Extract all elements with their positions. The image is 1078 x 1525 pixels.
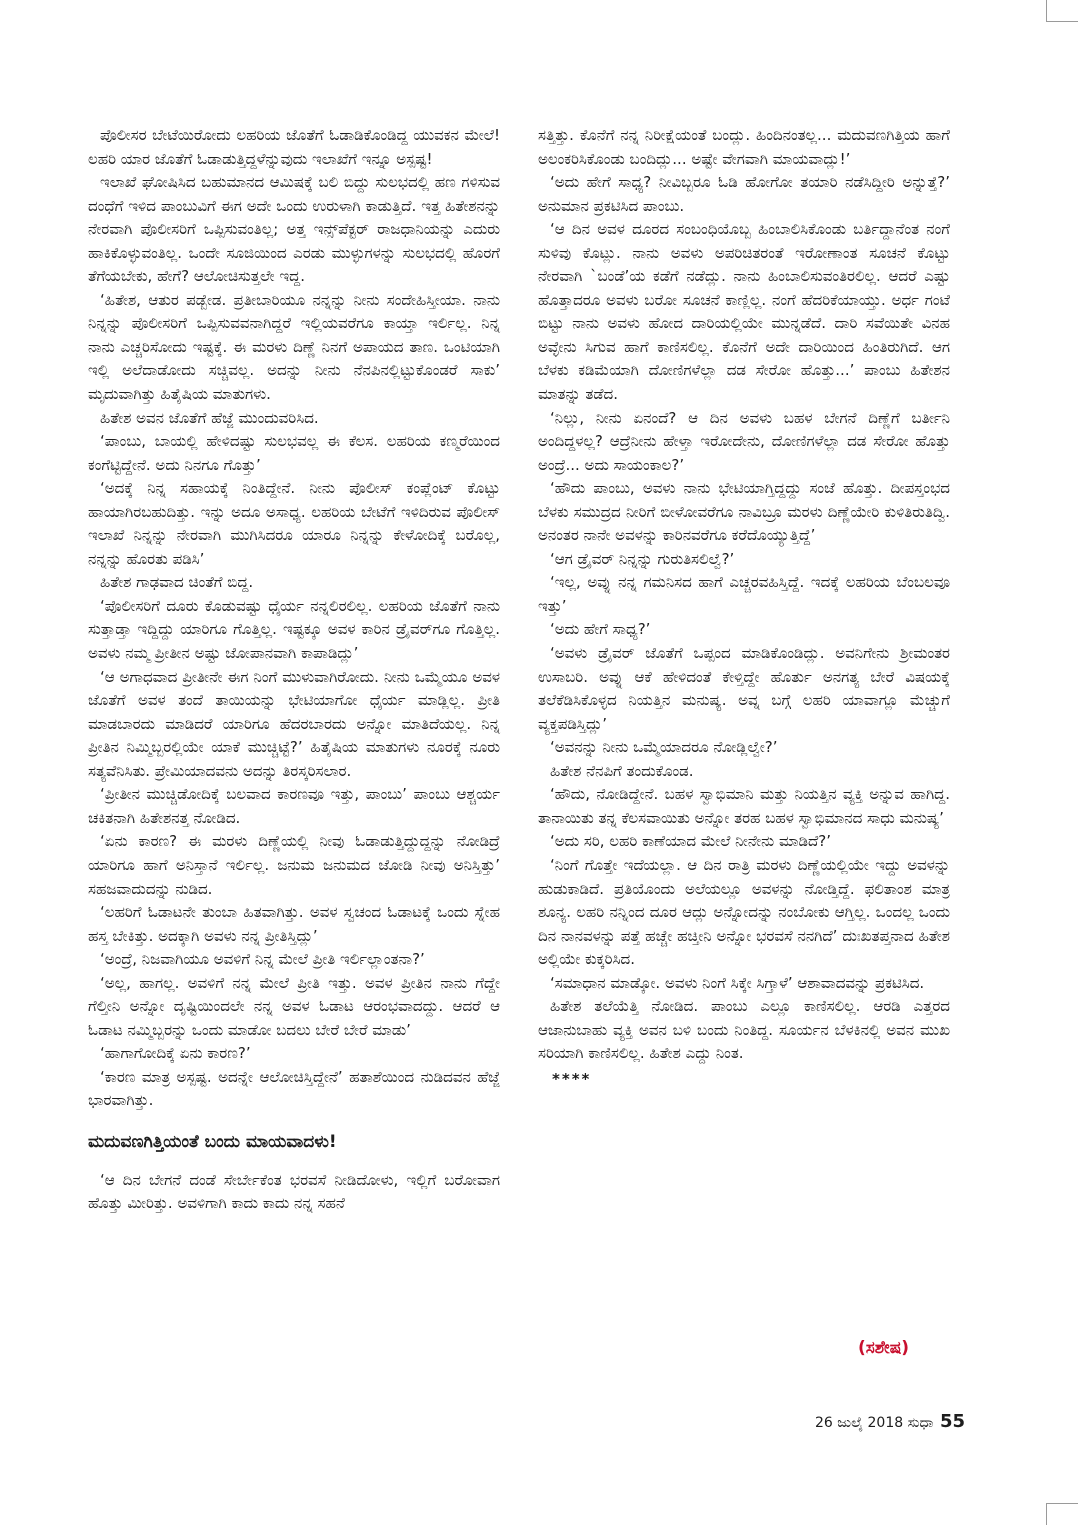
section-subheading: ಮದುವಣಗಿತ್ತಿಯಂತೆ ಬಂದು ಮಾಯವಾದಳು! [88,1131,337,1152]
paragraph: ಹಿತೇಶ ತಲೆಯೆತ್ತಿ ನೋಡಿದ. ಪಾಂಬು ಎಲ್ಲೂ ಕಾಣಿಸಲಿಲ್ಲ. ಆರಡಿ ಎತ್ತರದ ಆಜಾನುಬಾಹು ವ್ಯಕ್ತಿ ಅವನ ಬಳಿ ಬಂದು ನಿಂತಿದ್ದ. ಸೂರ್ಯನ ಬೆಳಕಿನಲ್ಲಿ ಅವನ ಮುಖ ಸರಿಯಾಗಿ ಕಾಣಿಸಲಿಲ್ಲ. ಹಿತೇಶ ಎದ್ದು ನಿಂತ. [538,997,950,1063]
paragraph: ‘ಪೊಲೀಸರಿಗೆ ದೂರು ಕೊಡುವಷ್ಟು ಧೈರ್ಯ ನನ್ನಲಿರಲಿಲ್ಲ. ಲಹರಿಯ ಜೊತೆಗೆ ನಾನು ಸುತ್ತಾಡ್ತಾ ಇದ್ದಿದ್ದು ಯಾರಿಗೂ ಗೊತ್ತಿಲ್ಲ. ಇಷ್ಟಕ್ಕೂ ಅವಳ ಕಾರಿನ ಡ್ರೈವರ್‌ಗೂ ಗೊತ್ತಿಲ್ಲ. ಅವಳು ನಮ್ಮ ಪ್ರೀತೀನ ಅಷ್ಟು ಜೋಪಾನವಾಗಿ ಕಾಪಾಡಿದ್ಲು’ [88,596,500,663]
paragraph: ‘ಹಿತೇಶ, ಆತುರ ಪಡ್ಬೇಡ. ಪ್ರತೀಬಾರಿಯೂ ನನ್ನನ್ನು ನೀನು ಸಂದೇಹಿಸ್ತೀಯಾ. ನಾನು ನಿನ್ನನ್ನು ಪೊಲೀಸರಿಗೆ ಒಪ್ಪಿಸುವವನಾಗಿದ್ದರೆ ಇಲ್ಲಿಯವರೆಗೂ ಕಾಯ್ತಾ ಇರ್ಲಿಲ್ಲ. ನಿನ್ನ ನಾನು ಎಚ್ಚರಿಸೋದು ಇಷ್ಟಕ್ಕೆ. ಈ ಮರಳು ದಿಣ್ಣೆ ನಿನಗೆ ಅಪಾಯದ ತಾಣ. ಒಂಟಿಯಾಗಿ ಇಲ್ಲಿ ಅಲೆದಾಡೋದು ಸಚ್ಚಿವಲ್ಲ. ಅದನ್ನು ನೀನು ನೆನಪಿನಲ್ಲಿಟ್ಟುಕೊಂಡರೆ ಸಾಕು’ ಮೃದುವಾಗಿತ್ತು ಹಿತೈಷಿಯ ಮಾತುಗಳು. [88,290,500,404]
issue-date: 26 ಜುಲೈ 2018 [814,1415,904,1431]
paragraph: ‘ಹೌದು ಪಾಂಬು, ಅವಳು ನಾನು ಭೇಟಿಯಾಗ್ತಿದ್ದದ್ದು ಸಂಜೆ ಹೊತ್ತು. ದೀಪಸ್ತಂಭದ ಬೆಳಕು ಸಮುದ್ರದ ನೀರಿಗೆ ಬೀಳೋವರೆಗೂ ನಾವಿಬ್ರೂ ಮರಳು ದಿಣ್ಣೆಯೇರಿ ಕುಳಿತಿರುತಿದ್ವಿ. ಅನಂತರ ನಾನೇ ಅವಳನ್ನು ಕಾರಿನವರೆಗೂ ಕರೆದೊಯ್ಯುತ್ತಿದ್ದೆ’ [538,479,950,545]
page-footer [815,1411,965,1432]
paragraph: ‘ನಿಂಗೆ ಗೊತ್ತೇ ಇದೆಯಲ್ಲಾ. ಆ ದಿನ ರಾತ್ರಿ ಮರಳು ದಿಣ್ಣೆಯಲ್ಲಿಯೇ ಇದ್ದು ಅವಳನ್ನು ಹುಡುಕಾಡಿದೆ. ಪ್ರತಿಯೊಂದು ಅಲೆಯಲ್ಲೂ ಅವಳನ್ನು ನೋಡ್ತಿದ್ದೆ. ಫಲಿತಾಂಶ ಮಾತ್ರ ಶೂನ್ಯ. ಲಹರಿ ನನ್ನಿಂದ ದೂರ ಆದ್ಲು ಅನ್ನೋದನ್ನು ನಂಬೋಕು ಆಗ್ತಿಲ್ಲ. ಒಂದಲ್ಲ ಒಂದು ದಿನ ನಾನವಳನ್ನು ಪತ್ತೆ ಹಚ್ಚೇ ಹಚ್ತೀನಿ ಅನ್ನೋ ಭರವಸೆ ನನಗಿದೆ’ ದುಃಖತಪ್ತನಾದ ಹಿತೇಶ ಅಲ್ಲಿಯೇ ಕುಕ್ಕರಿಸಿದ. [538,855,950,969]
paragraph: ಇಲಾಖೆ ಘೋಷಿಸಿದ ಬಹುಮಾನದ ಆಮಿಷಕ್ಕೆ ಬಲಿ ಬಿದ್ದು ಸುಲಭದಲ್ಲಿ ಹಣ ಗಳಿಸುವ ದಂಧೆಗೆ ಇಳಿದ ಪಾಂಬುವಿಗೆ ಈಗ ಅದೇ ಒಂದು ಉರುಳಾಗಿ ಕಾಡುತ್ತಿದೆ. ಇತ್ತ ಹಿತೇಶನನ್ನು ನೇರವಾಗಿ ಪೊಲೀಸರಿಗೆ ಒಪ್ಪಿಸುವಂತಿಲ್ಲ; ಅತ್ತ ಇನ್ಸ್‌ಪೆಕ್ಟರ್ ರಾಜಧಾನಿಯನ್ನು ಎದುರು ಹಾಕಿಕೊಳ್ಳುವಂತಿಲ್ಲ. ಒಂದೇ ಸೂಜಿಯಿಂದ ಎರಡು ಮುಳ್ಳುಗಳನ್ನು ಸುಲಭದಲ್ಲಿ ಹೊರಗೆ ತೆಗೆಯಬೇಕು, ಹೇಗೆ? ಆಲೋಚಿಸುತ್ತಲೇ ಇದ್ದ. [88,173,500,286]
crop-mark-bottom-right-horizontal [1046,1503,1078,1504]
paragraph: ಸತ್ತಿತ್ತು. ಕೊನೆಗೆ ನನ್ನ ನಿರೀಕ್ಷೆಯಂತೆ ಬಂದ್ಲು. ಹಿಂದಿನಂತಲ್ಲ... ಮದುವಣಗಿತ್ತಿಯ ಹಾಗೆ ಅಲಂಕರಿಸಿಕೊಂಡು ಬಂದಿದ್ಲು... ಅಷ್ಟೇ ವೇಗವಾಗಿ ಮಾಯವಾದ್ಲು!’ [538,126,950,168]
paragraph: ‘ಏನು ಕಾರಣ? ಈ ಮರಳು ದಿಣ್ಣೆಯಲ್ಲಿ ನೀವು ಓಡಾಡುತ್ತಿದ್ದುದ್ದನ್ನು ನೋಡಿದ್ರೆ ಯಾರಿಗೂ ಹಾಗೆ ಅನಿಸ್ತಾನೆ ಇರ್ಲಿಲ್ಲ. ಜನುಮ ಜನುಮದ ಜೋಡಿ ನೀವು ಅನಿಸ್ತಿತ್ತು’ ಸಹಜವಾದುದನ್ನು ನುಡಿದ. [88,832,500,898]
paragraph: ‘ಅದಕ್ಕೆ ನಿನ್ನ ಸಹಾಯಕ್ಕೆ ನಿಂತಿದ್ದೇನೆ. ನೀನು ಪೊಲೀಸ್ ಕಂಪ್ಲೆಂಟ್ ಕೊಟ್ಟು ಹಾಯಾಗಿರಬಹುದಿತ್ತು. ಇನ್ನು ಅದೂ ಅಸಾಧ್ಯ. ಲಹರಿಯ ಬೇಟೆಗೆ ಇಳಿದಿರುವ ಪೊಲೀಸ್ ಇಲಾಖೆ ನಿನ್ನನ್ನು ನೇರವಾಗಿ ಮುಗಿಸಿದರೂ ಯಾರೂ ನಿನ್ನನ್ನು ಕೇಳೋದಿಕ್ಕೆ ಬರೊಲ್ಲ, ನನ್ನನ್ನು ಹೊರತು ಪಡಿಸಿ’ [88,479,500,568]
paragraph: ‘ಆ ಅಗಾಧವಾದ ಪ್ರೀತೀನೇ ಈಗ ನಿಂಗೆ ಮುಳುವಾಗಿರೋದು. ನೀನು ಒಮ್ಮೆಯೂ ಅವಳ ಜೊತೆಗೆ ಅವಳ ತಂದೆ ತಾಯಿಯನ್ನು ಭೇಟಿಯಾಗೋ ಧೈರ್ಯ ಮಾಡ್ಲಿಲ್ಲ. ಪ್ರೀತಿ ಮಾಡಬಾರದು ಮಾಡಿದರೆ ಯಾರಿಗೂ ಹೆದರಬಾರದು ಅನ್ನೋ ಮಾತಿದೆಯಲ್ಲ. ನಿನ್ನ ಪ್ರೀತಿನ ನಿಮ್ಮಿಬ್ಬರಲ್ಲಿಯೇ ಯಾಕೆ ಮುಚ್ಚಿಟ್ಟೆ?’ ಹಿತೈಷಿಯ ಮಾತುಗಳು ನೂರಕ್ಕೆ ನೂರು ಸತ್ಯವೆನಿಸಿತು. ಪ್ರೇಮಿಯಾದವನು ಅದನ್ನು ತಿರಸ್ಕರಿಸಲಾರ. [88,667,500,780]
paragraph: ‘ಕಾರಣ ಮಾತ್ರ ಅಸ್ಪಷ್ಟ. ಅದನ್ನೇ ಆಲೋಚಿಸ್ತಿದ್ದೇನೆ’ ಹತಾಶೆಯಿಂದ ನುಡಿದವನ ಹೆಜ್ಜೆ ಭಾರವಾಗಿತ್ತು. [88,1067,500,1110]
page-number: 55 [939,1411,965,1432]
paragraph: ಪೊಲೀಸರ ಬೇಟೆಯಿರೋದು ಲಹರಿಯ ಜೊತೆಗೆ ಓಡಾಡಿಕೊಂಡಿದ್ದ ಯುವಕನ ಮೇಲೆ! ಲಹರಿ ಯಾರ ಜೊತೆಗೆ ಓಡಾಡುತ್ತಿದ್ದಳೆನ್ನುವುದು ಇಲಾಖೆಗೆ ಇನ್ನೂ ಅಸ್ಪಷ್ಟ! [88,126,500,168]
paragraph: ‘ಆ ದಿನ ಬೇಗನೆ ದಂಡೆ ಸೇರ್ಬೇಕೆಂತ ಭರವಸೆ ನೀಡಿದೋಳು, ಇಲ್ಲಿಗೆ ಬರೋವಾಗ ಹೊತ್ತು ಮೀರಿತ್ತು. ಅವಳಿಗಾಗಿ ಕಾದು ಕಾದು ನನ್ನ ಸಹನೆ [88,1170,500,1213]
paragraph: ‘ನಿಲ್ಲು, ನೀನು ಏನಂದೆ? ಆ ದಿನ ಅವಳು ಬಹಳ ಬೇಗನೆ ದಿಣ್ಣೆಗೆ ಬರ್ತೀನಿ ಅಂದಿದ್ದಳಲ್ಲ? ಆದ್ರೆನೀನು ಹೇಳ್ತಾ ಇರೋದೇನು, ದೋಣಿಗಳೆಲ್ಲಾ ದಡ ಸೇರೋ ಹೊತ್ತು ಅಂದ್ರೆ... ಅದು ಸಾಯಂಕಾಲ?’ [538,408,950,474]
paragraph: ಹಿತೇಶ ಅವನ ಜೊತೆಗೆ ಹೆಜ್ಜೆ ಮುಂದುವರಿಸಿದ. [100,408,319,427]
paragraph: ‘ಹಾಗಾಗೋದಿಕ್ಕೆ ಏನು ಕಾರಣ?’ [100,1044,251,1063]
paragraph: ಹಿತೇಶ ಗಾಢವಾದ ಚಿಂತೆಗೆ ಬಿದ್ದ. [100,573,254,592]
paragraph: ‘ಹೌದು, ನೋಡಿದ್ದೇನೆ. ಬಹಳ ಸ್ವಾಭಿಮಾನಿ ಮತ್ತು ನಿಯತ್ತಿನ ವ್ಯಕ್ತಿ ಅನ್ನುವ ಹಾಗಿದ್ದ. ತಾನಾಯಿತು ತನ್ನ ಕೆಲಸವಾಯಿತು ಅನ್ನೋ ತರಹ ಬಹಳ ಸ್ವಾಭಿಮಾನದ ಸಾಧು ಮನುಷ್ಯ’ [538,785,950,827]
section-separator: **** [552,1069,592,1088]
crop-mark-bottom-right-vertical [1046,1503,1047,1525]
paragraph: ‘ಪ್ರೀತೀನ ಮುಚ್ಚಿಡೋದಿಕ್ಕೆ ಬಲವಾದ ಕಾರಣವೂ ಇತ್ತು, ಪಾಂಬು’ ಪಾಂಬು ಆಶ್ಚರ್ಯ ಚಕಿತನಾಗಿ ಹಿತೇಶನತ್ತ ನೋಡಿದ. [88,785,500,827]
paragraph: ‘ಆ ದಿನ ಅವಳ ದೂರದ ಸಂಬಂಧಿಯೊಬ್ಬ ಹಿಂಬಾಲಿಸಿಕೊಂಡು ಬರ್ತಿದ್ದಾನೆಂತ ನಂಗೆ ಸುಳಿವು ಕೊಟ್ಲು. ನಾನು ಅವಳು ಅಪರಿಚಿತರಂತೆ ಇರೋಣಾಂತ ಸೂಚನೆ ಕೊಟ್ಟು ನೇರವಾಗಿ `ಬಂಡೆ’ಯ ಕಡೆಗೆ ನಡೆದ್ಲು. ನಾನು ಹಿಂಬಾಲಿಸುವಂತಿರಲಿಲ್ಲ. ಆದರೆ ಎಷ್ಟು ಹೊತ್ತಾದರೂ ಅವಳು ಬರೋ ಸೂಚನೆ ಕಾಣ್ಲಿಲ್ಲ. ನಂಗೆ ಹೆದರಿಕೆಯಾಯ್ತು. ಅರ್ಧ ಗಂಟೆ ಬಿಟ್ಟು ನಾನು ಅವಳು ಹೋದ ದಾರಿಯಲ್ಲಿಯೇ ಮುನ್ನಡೆದೆ. ದಾರಿ ಸವೆಯಿತೇ ವಿನಹ ಅವ್ಳೇನು ಸಿಗುವ ಹಾಗೆ ಕಾಣಿಸಲಿಲ್ಲ. ಕೊನೆಗೆ ಅದೇ ದಾರಿಯಿಂದ ಹಿಂತಿರುಗಿದೆ. ಆಗ ಬೆಳಕು ಕಡಿಮೆಯಾಗಿ ದೋಣಿಗಳೆಲ್ಲಾ ದಡ ಸೇರೋ ಹೊತ್ತು...’ ಪಾಂಬು ಹಿತೇಶನ ಮಾತನ್ನು ತಡೆದ. [538,220,950,404]
paragraph: ‘ಅದು ಸರಿ, ಲಹರಿ ಕಾಣೆಯಾದ ಮೇಲೆ ನೀನೇನು ಮಾಡಿದೆ?’ [550,832,831,851]
magazine-name: ಸುಧಾ [907,1415,934,1431]
paragraph: ಹಿತೇಶ ನೆನಪಿಗೆ ತಂದುಕೊಂಡ. [550,761,694,780]
paragraph: ‘ಅಲ್ಲ, ಹಾಗಲ್ಲ. ಅವಳಿಗೆ ನನ್ನ ಮೇಲೆ ಪ್ರೀತಿ ಇತ್ತು. ಅವಳ ಪ್ರೀತಿನ ನಾನು ಗೆದ್ದೇ ಗೆಲ್ತೀನಿ ಅನ್ನೋ ದೃಷ್ಟಿಯಿಂದಲೇ ನನ್ನ ಅವಳ ಓಡಾಟ ಆರಂಭವಾದದ್ದು. ಆದರೆ ಆ ಓಡಾಟ ನಮ್ಮಿಬ್ಬರನ್ನು ಒಂದು ಮಾಡೋ ಬದಲು ಬೇರೆ ಬೇರೆ ಮಾಡು’ [88,973,500,1039]
left-column [88,124,500,1216]
paragraph: ‘ಅದು ಹೇಗೆ ಸಾಧ್ಯ?’ [550,620,651,639]
right-column [538,124,950,1091]
paragraph: ‘ಆಗ ಡ್ರೈವರ್ ನಿನ್ನನ್ನು ಗುರುತಿಸಲಿಲ್ವೆ?’ [550,549,735,568]
paragraph: ‘ಅದು ಹೇಗೆ ಸಾಧ್ಯ? ನೀವಿಬ್ಬರೂ ಓಡಿ ಹೋಗೋ ತಯಾರಿ ನಡೆಸಿದ್ದೀರಿ ಅನ್ನುತ್ತೆ?’ ಅನುಮಾನ ಪ್ರಕಟಿಸಿದ ಪಾಂಬು. [538,173,950,215]
paragraph: ‘ಅವಳು ಡ್ರೈವರ್ ಜೊತೆಗೆ ಒಪ್ಪಂದ ಮಾಡಿಕೊಂಡಿದ್ಲು. ಅವನಿಗೇನು ಶ್ರೀಮಂತರ ಉಸಾಬರಿ. ಅವ್ನು ಆಕೆ ಹೇಳಿದಂತೆ ಕೇಳ್ತಿದ್ದೇ ಹೊರ್ತು ಅನಗತ್ಯ ಬೇರೆ ವಿಷಯಕ್ಕೆ ತಲೆಕೆಡಿಸಿಕೊಳ್ಳದ ನಿಯತ್ತಿನ ಮನುಷ್ಯ. ಅವ್ನ ಬಗ್ಗೆ ಲಹರಿ ಯಾವಾಗ್ಲೂ ಮೆಚ್ಚುಗೆ ವ್ಯಕ್ತಪಡಿಸ್ತಿದ್ಲು’ [538,644,950,733]
paragraph: ‘ಅವನನ್ನು ನೀನು ಒಮ್ಮೆಯಾದರೂ ನೋಡ್ಲಿಲ್ವೇ?’ [550,738,778,757]
crop-mark-top-right-horizontal [1046,21,1078,22]
paragraph: ‘ಅಂದ್ರೆ, ನಿಜವಾಗಿಯೂ ಅವಳಿಗೆ ನಿನ್ನ ಮೇಲೆ ಪ್ರೀತಿ ಇರ್ಲಿಲ್ಲಾಂತನಾ?’ [100,950,425,969]
paragraph: ‘ಪಾಂಬು, ಬಾಯಲ್ಲಿ ಹೇಳಿದಷ್ಟು ಸುಲಭವಲ್ಲ ಈ ಕೆಲಸ. ಲಹರಿಯ ಕಣ್ಮರೆಯಿಂದ ಕಂಗೆಟ್ಟಿದ್ದೇನೆ. ಅದು ನಿನಗೂ ಗೊತ್ತು’ [88,432,500,474]
paragraph: ‘ಸಮಾಧಾನ ಮಾಡ್ಕೋ. ಅವಳು ನಿಂಗೆ ಸಿಕ್ಕೇ ಸಿಗ್ತಾಳೆ’ ಆಶಾವಾದವನ್ನು ಪ್ರಕಟಿಸಿದ. [550,973,925,992]
paragraph: ‘ಇಲ್ಲ, ಅವ್ನು ನನ್ನ ಗಮನಿಸದ ಹಾಗೆ ಎಚ್ಚರವಹಿಸ್ತಿದ್ದೆ. ಇದಕ್ಕೆ ಲಹರಿಯ ಬೆಂಬಲವೂ ಇತ್ತು’ [538,573,950,615]
paragraph: ‘ಲಹರಿಗೆ ಓಡಾಟನೇ ತುಂಬಾ ಹಿತವಾಗಿತ್ತು. ಅವಳ ಸ್ವಚಂದ ಓಡಾಟಕ್ಕೆ ಒಂದು ಸ್ನೇಹ ಹಸ್ತ ಬೇಕಿತ್ತು. ಅದಕ್ಕಾಗಿ ಅವಳು ನನ್ನ ಪ್ರೀತಿಸ್ತಿದ್ಲು’ [88,903,500,945]
crop-mark-top-right-vertical [1046,0,1047,22]
continuation-marker: (ಸಶೇಷ) [858,1338,910,1358]
